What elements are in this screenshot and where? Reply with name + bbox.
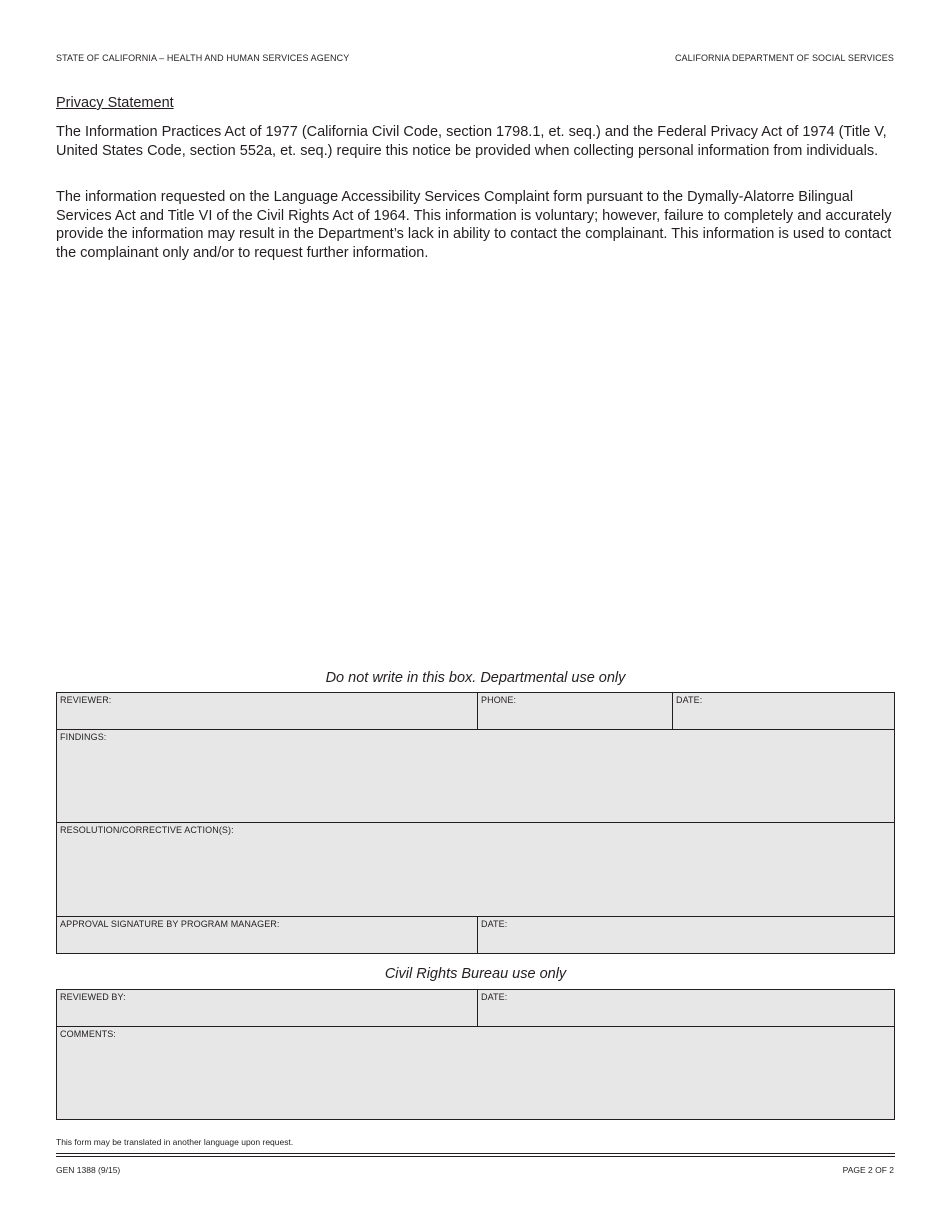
reviewed-by-field[interactable] xyxy=(56,989,478,1027)
footer-rule-top xyxy=(56,1153,895,1154)
review-date-label: DATE: xyxy=(676,695,703,705)
comments-field[interactable] xyxy=(56,1026,895,1120)
department-header: CALIFORNIA DEPARTMENT OF SOCIAL SERVICES xyxy=(674,53,894,63)
resolution-field[interactable] xyxy=(56,822,895,917)
resolution-label: RESOLUTION/CORRECTIVE ACTION(S): xyxy=(60,825,234,835)
agency-header: STATE OF CALIFORNIA – HEALTH AND HUMAN SERVICES AGENCY xyxy=(56,53,350,63)
reviewer-label: REVIEWER: xyxy=(60,695,112,705)
approval-date-field[interactable] xyxy=(477,916,895,954)
findings-field[interactable] xyxy=(56,729,895,823)
approval-date-label: DATE: xyxy=(481,919,508,929)
comments-label: COMMENTS: xyxy=(60,1029,116,1039)
privacy-paragraph-1: The Information Practices Act of 1977 (California Civil Code, section 1798.1, et. seq.) and the Federal Privacy Act of 1974 (Title V, United States Code, section 552a, et. seq.) require this notice be provided when collecting personal information from individuals. xyxy=(56,124,887,159)
reviewed-by-label: REVIEWED BY: xyxy=(60,992,126,1002)
phone-field[interactable] xyxy=(477,692,673,730)
crb-date-field[interactable] xyxy=(477,989,895,1027)
crb-box-title: Civil Rights Bureau use only xyxy=(384,966,567,982)
privacy-statement-title: Privacy Statement xyxy=(56,95,174,111)
translation-note: This form may be translated in another language upon request. xyxy=(56,1137,294,1147)
phone-label: PHONE: xyxy=(481,695,517,705)
reviewer-field[interactable] xyxy=(56,692,478,730)
approval-signature-label: APPROVAL SIGNATURE BY PROGRAM MANAGER: xyxy=(60,919,280,929)
privacy-paragraph-2: The information requested on the Language Accessibility Services Complaint form pursuant to the Dymally-Alatorre Bilingual Services Act and Title VI of the Civil Rights Act of 1964. This information is voluntary; however, failure to completely and accurately provide the information may result in the Department’s lack in ability to contact the complainant. This information is used to contact the complainant only and/or to request further information. xyxy=(56,189,892,261)
departmental-box-title: Do not write in this box. Departmental use only xyxy=(325,670,626,686)
footer-rule-bottom xyxy=(56,1156,895,1157)
page-number: PAGE 2 OF 2 xyxy=(842,1165,894,1175)
review-date-field[interactable] xyxy=(672,692,895,730)
findings-label: FINDINGS: xyxy=(60,732,107,742)
approval-signature-field[interactable] xyxy=(56,916,478,954)
form-number: GEN 1388 (9/15) xyxy=(56,1165,121,1175)
crb-date-label: DATE: xyxy=(481,992,508,1002)
